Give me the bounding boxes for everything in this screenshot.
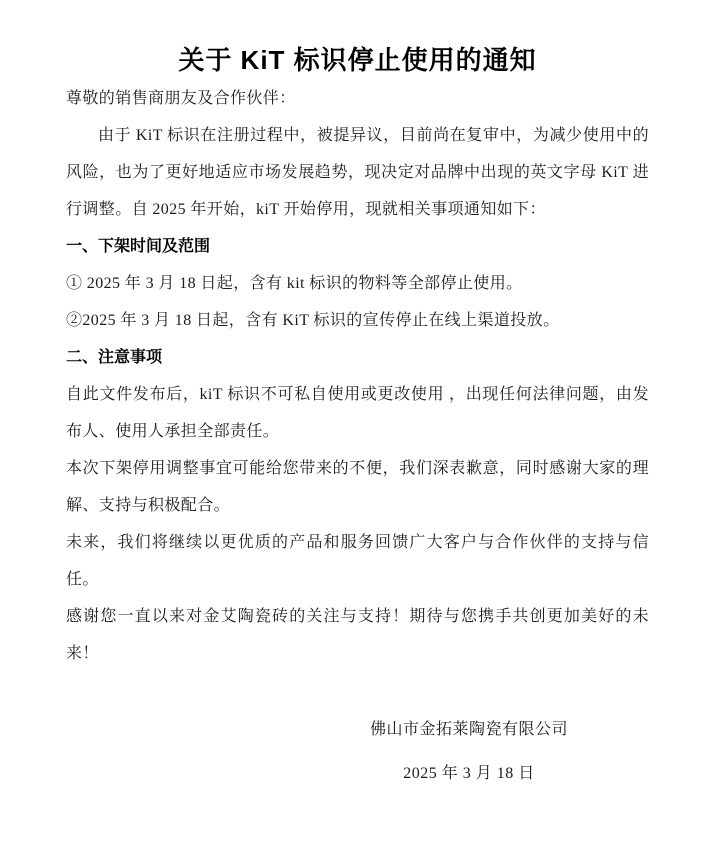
signature-block: [339, 708, 599, 796]
signature-date: 2025 年 3 月 18 日: [403, 765, 535, 782]
notice-paragraph-3: 未来，我们将继续以更优质的产品和服务回馈广大客户与合作伙伴的支持与信任。: [66, 534, 649, 588]
intro-paragraph: 由于 KiT 标识在注册过程中，被提异议，目前尚在复审中，为减少使用中的风险，也为了更好地适应市场发展趋势，现决定对品牌中出现的英文字母 KiT 进行调整。自 2025 年开始，kiT 开始停用，现就相关事项通知如下：: [66, 127, 649, 218]
section-2-heading: 二、注意事项: [66, 349, 163, 366]
salutation: 尊敬的销售商朋友及合作伙伴：: [66, 90, 296, 107]
notice-paragraph-1: 自此文件发布后，kiT 标识不可私自使用或更改使用 ，出现任何法律问题，由发布人、使用人承担全部责任。: [66, 386, 649, 440]
notice-paragraph-4: 感谢您一直以来对金艾陶瓷砖的关注与支持！期待与您携手共创更加美好的未来！: [66, 608, 649, 662]
document-page: [0, 40, 713, 868]
notice-paragraph-2: 本次下架停用调整事宜可能给您带来的不便，我们深表歉意，同时感谢大家的理解、支持与积极配合。: [66, 460, 649, 514]
section-1-item-1: ① 2025 年 3 月 18 日起，含有 kit 标识的物料等全部停止使用。: [66, 275, 523, 292]
document-title: 关于 KiT 标识停止使用的通知: [178, 45, 537, 75]
section-1-heading: 一、下架时间及范围: [66, 238, 211, 255]
section-1-item-2: ②2025 年 3 月 18 日起，含有 KiT 标识的宣传停止在线上渠道投放。: [66, 312, 560, 329]
notice-document: [0, 40, 713, 796]
signature-company: 佛山市金拓莱陶瓷有限公司: [369, 721, 568, 738]
